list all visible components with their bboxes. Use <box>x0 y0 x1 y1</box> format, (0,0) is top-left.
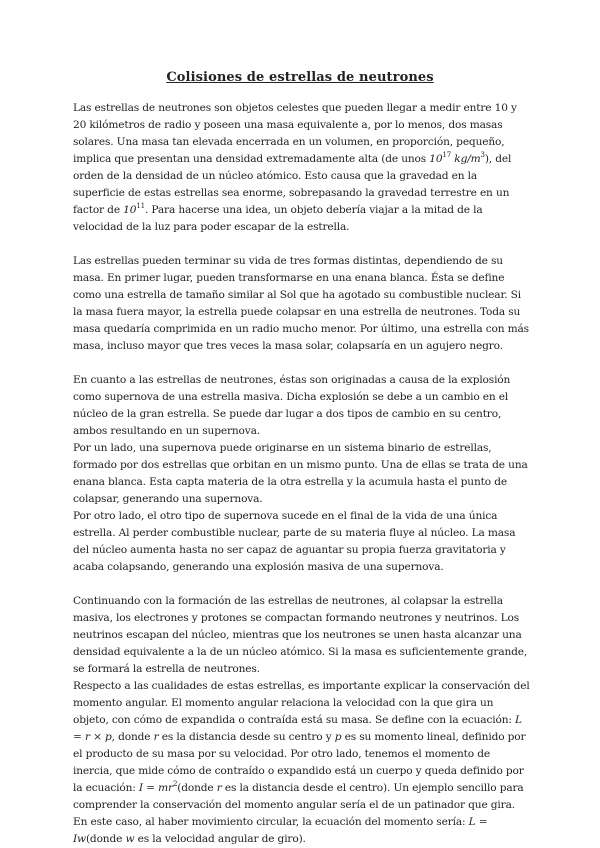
document-body <box>73 100 531 848</box>
density-unit-exponent: 3 <box>480 151 485 159</box>
paragraph-1 <box>73 100 531 236</box>
paragraph-7-text-a: Respecto a las cualidades de estas estrellas, es importante explicar la conservación del momento angular. El momento angular relaciona la velocidad con la que gira un objeto, con cómo de expandida o contraída está su masa. Se define con la ecuación: <box>73 680 530 726</box>
paragraph-3: En cuanto a las estrellas de neutrones, éstas son originadas a causa de la explosión como supernova de una estrella masiva. Dicha explosión se debe a un cambio en el núcleo de la gran estrella. Se puede dar lugar a dos tipos de cambio en su centro, ambos resultando en un supernova. <box>73 374 511 437</box>
paragraph-2: Las estrellas pueden terminar su vida de tres formas distintas, dependiendo de su masa. En primer lugar, pueden transformarse en una enana blanca. Ésta se define como una estrella de tamaño similar al Sol que ha agotado su combustible nuclear. Si la masa fuera mayor, la estrella puede colapsar en una estrella de neutrones. Toda su masa quedaría comprimida en un radio mucho menor. Por último, una estrella con más masa, incluso mayor que tres veces la masa solar, colapsaría en un agujero negro. <box>73 255 529 352</box>
variable-p: p <box>334 731 342 743</box>
paragraph-6: Continuando con la formación de las estrellas de neutrones, al colapsar la estrella masiva, los electrones y protones se compactan formando neutrones y neutrinos. Los neutrinos escapan del núcleo, mientras que los neutrones se unen hasta alcanzar una densidad equivalente a la de un núcleo atómico. Si la masa es suficientemente grande, se formará la estrella de neutrones. <box>73 595 528 675</box>
paragraph-1-text-c: . Para hacerse una idea, un objeto debería viajar a la mitad de la velocidad de la luz para poder escapar de la estrella. <box>73 204 483 233</box>
paragraph-7-text-h: es la velocidad angular de giro). <box>134 833 306 845</box>
variable-w: w <box>125 833 135 845</box>
paragraph-1-text-b: ), del orden de la densidad de un núcleo atómico. Esto causa que la gravedad en la superficie de estas estrellas sea enorme, sobrepasando la gravedad terrestre en un factor de <box>73 153 512 216</box>
paragraph-7-text-f: es la distancia desde el centro). Un ejemplo sencillo para comprender la conservación del momento angular sería el de un patinador que gira. En este caso, al haber movimiento circular, la ecuación del momento sería: <box>73 782 524 828</box>
density-base: 10 <box>429 153 443 165</box>
paragraph-5: Por otro lado, el otro tipo de supernova sucede en el final de la vida de una única estrella. Al perder combustible nuclear, parte de su materia fluye al núcleo. La masa del núcleo aumenta hasta no ser capaz de aguantar su propia fuerza gravitatoria y acaba colapsando, generando una explosión masiva de una supernova. <box>73 510 516 573</box>
inertia-exponent: 2 <box>172 780 178 788</box>
paragraph-7-text-b: , donde <box>111 731 154 743</box>
density-unit: kg/m <box>454 153 481 165</box>
paragraph-7-text-c: es la distancia desde su centro y <box>158 731 335 743</box>
paragraph-7 <box>73 678 531 848</box>
paragraph-7-text-d: es su momento lineal, definido por el producto de su masa por su velocidad. Por otro lado, tenemos el momento de inercia, que mide cómo de contraído o expandido está un cuerpo y queda definido por la ecuación: <box>73 731 526 794</box>
angular-momentum-equation: L = r × p <box>73 714 522 743</box>
paragraph-1-text-a: Las estrellas de neutrones son objetos celestes que pueden llegar a medir entre 10 y 20 kilómetros de radio y poseen una masa equivalente a, por lo menos, dos masas solares. Una masa tan elevada encerrada en un volumen, en proporción, pequeño, implica que presentan una densidad extremadamente alta (de unos <box>73 102 517 165</box>
gravity-factor-base: 10 <box>123 204 137 216</box>
rotation-equation: L = Iw <box>73 816 488 845</box>
document-title: Colisiones de estrellas de neutrones <box>166 70 434 85</box>
paragraph-7-text-e: (donde <box>177 782 217 794</box>
paragraph-7-text-g: (donde <box>85 833 126 845</box>
paragraph-4: Por un lado, una supernova puede originarse en un sistema binario de estrellas, formado por dos estrellas que orbitan en un mismo punto. Una de ellas se trata de una enana blanca. Esta capta materia de la otra estrella y la acumula hasta el punto de colapsar, generando una supernova. <box>73 442 528 505</box>
inertia-equation: I = mr <box>138 782 173 794</box>
variable-r-2: r <box>216 782 222 794</box>
gravity-factor-exponent: 11 <box>136 202 145 210</box>
variable-r: r <box>153 731 159 743</box>
density-exponent: 17 <box>442 151 452 159</box>
